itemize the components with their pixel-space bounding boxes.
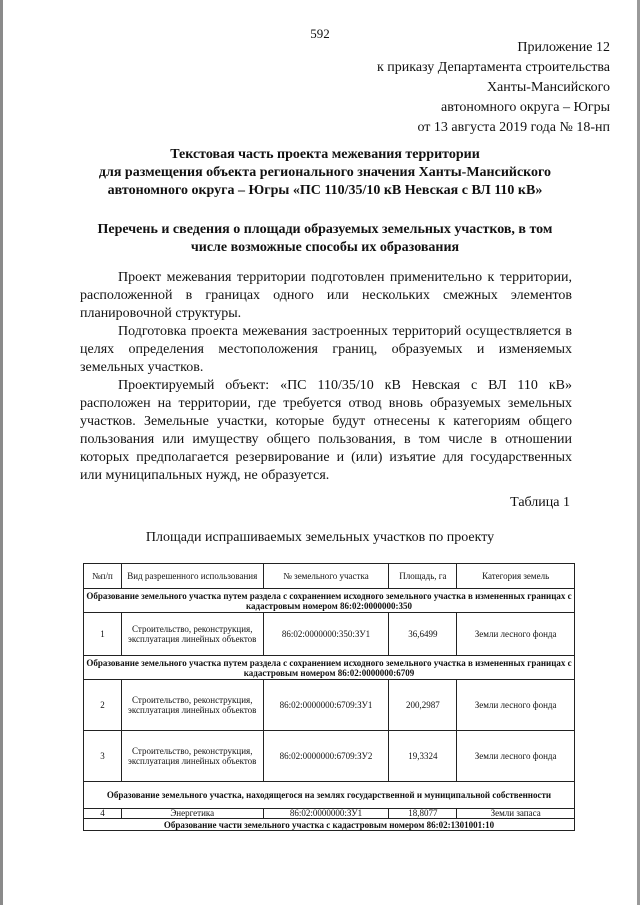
land-plots-table	[83, 563, 575, 831]
section-cell: Образование земельного участка путем раздела с сохранением исходного земельного участка в измененных границах с кадастровым номером 86:02:0000000:350	[84, 589, 575, 613]
body-text	[80, 269, 572, 485]
subtitle-line: числе возможные способы их образования	[190, 240, 460, 255]
table-section-row	[84, 782, 575, 809]
subtitle-line: Перечень и сведения о площади образуемых земельных участков, в том	[97, 222, 553, 237]
table-cell: Строительство, реконструкция, эксплуатация линейных объектов	[121, 731, 263, 782]
table-cell: Земли лесного фонда	[457, 613, 575, 656]
section-cell: Образование земельного участка путем раздела с сохранением исходного земельного участка в измененных границах с кадастровым номером 86:02:0000000:6709	[84, 656, 575, 680]
title-line: автономного округа – Югры «ПС 110/35/10 кВ Невская с ВЛ 110 кВ»	[107, 183, 543, 198]
table-cell: 86:02:0000000:6709:ЗУ1	[263, 680, 389, 731]
section-heading	[60, 221, 590, 257]
header-cell: Площадь, га	[389, 564, 457, 589]
appendix-line: к приказу Департамента строительства	[376, 60, 610, 75]
appendix-line: автономного округа – Югры	[441, 100, 610, 115]
paragraph: Подготовка проекта межевания застроенных территорий осуществляется в целях определения местоположения границ, образуемых и изменяемых земельных участков.	[80, 324, 572, 375]
scan-edge-left	[0, 0, 3, 905]
page-number: 592	[310, 26, 330, 41]
appendix-line: от 13 августа 2019 года № 18-нп	[417, 120, 610, 135]
title-line: Текстовая часть проекта межевания территории	[170, 147, 480, 162]
table-cell: Энергетика	[121, 809, 263, 819]
table-cell: Строительство, реконструкция, эксплуатация линейных объектов	[121, 680, 263, 731]
table-row	[84, 809, 575, 819]
document-title	[60, 146, 590, 200]
header-cell: № земельного участка	[263, 564, 389, 589]
title-line: для размещения объекта регионального значения Ханты-Мансийского	[98, 165, 552, 180]
paragraph: Проектируемый объект: «ПС 110/35/10 кВ Невская с ВЛ 110 кВ» расположен на территории, где требуется отвод вновь образуемых земельных участков. Земельные участки, которые будут отнесены к категориям общего пользования или имуществу общего пользования, в том числе в отношении которых предполагается резервирование и (или) изъятие для государственных или муниципальных нужд, не образуется.	[80, 378, 572, 483]
table-cell: 19,3324	[389, 731, 457, 782]
table-header-row	[84, 564, 575, 589]
table-cell: Земли запаса	[457, 809, 575, 819]
paragraph: Проект межевания территории подготовлен применительно к территории, расположенной в границах одного или нескольких смежных элементов планировочной структуры.	[80, 270, 572, 321]
header-cell: Категория земель	[457, 564, 575, 589]
table-cell: 18,8077	[389, 809, 457, 819]
table-cell: Земли лесного фонда	[457, 731, 575, 782]
header-cell: Вид разрешенного использования	[121, 564, 263, 589]
table-cell: 86:02:0000000:6709:ЗУ2	[263, 731, 389, 782]
table-cell: 3	[84, 731, 122, 782]
table-cell: 1	[84, 613, 122, 656]
table-cell: 4	[84, 809, 122, 819]
table-section-row	[84, 656, 575, 680]
table-cell: Земли лесного фонда	[457, 680, 575, 731]
header-cell: №п/п	[84, 564, 122, 589]
table-row	[84, 731, 575, 782]
table-cell: 200,2987	[389, 680, 457, 731]
table-cell: Строительство, реконструкция, эксплуатация линейных объектов	[121, 613, 263, 656]
table-label: Таблица 1	[510, 495, 570, 510]
section-cell: Образование земельного участка, находящегося на землях государственной и муниципальной собственности	[84, 782, 575, 809]
table-cell: 86:02:0000000:ЗУ1	[263, 809, 389, 819]
table-row	[84, 680, 575, 731]
appendix-line: Приложение 12	[517, 40, 610, 55]
table-section-row	[84, 819, 575, 831]
table-row	[84, 613, 575, 656]
appendix-header	[290, 38, 610, 138]
table-cell: 36,6499	[389, 613, 457, 656]
table-caption: Площади испрашиваемых земельных участков по проекту	[145, 530, 495, 545]
appendix-line: Ханты-Мансийского	[486, 80, 610, 95]
table-section-row	[84, 589, 575, 613]
table-cell: 86:02:0000000:350:ЗУ1	[263, 613, 389, 656]
section-cell: Образование части земельного участка с кадастровым номером 86:02:1301001:10	[84, 819, 575, 831]
table-cell: 2	[84, 680, 122, 731]
